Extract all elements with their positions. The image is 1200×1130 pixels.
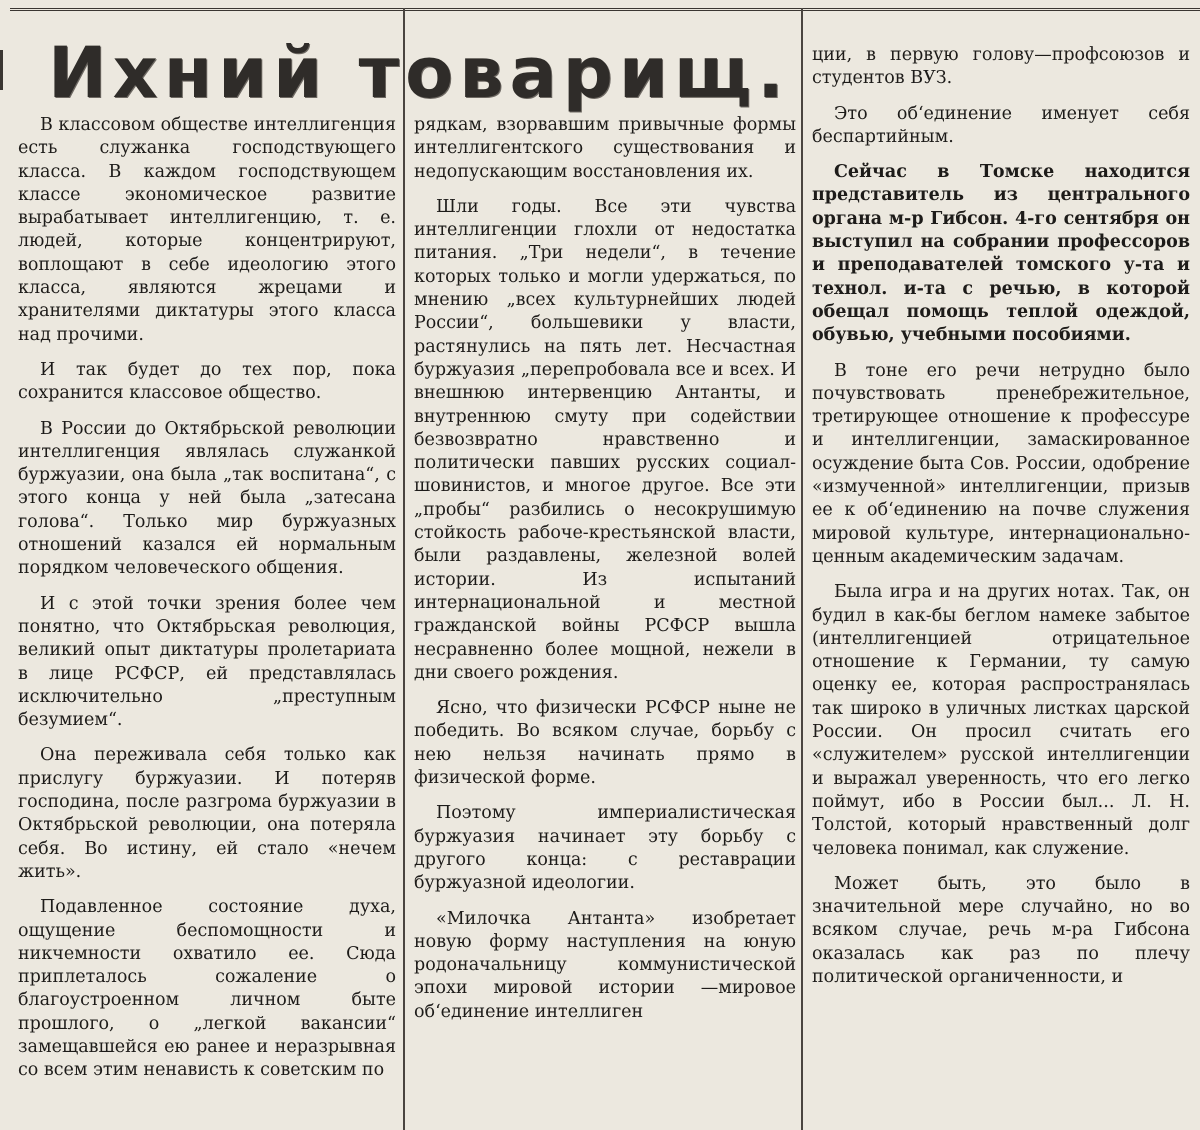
top-rule: [10, 8, 1200, 11]
paragraph: Это об‘единение именует себя беспартийным.: [812, 103, 1190, 147]
paragraph: Она переживала себя только как прислугу буржуазии. И потеряв господина, после разгрома буржуазии в Октябрьской революции, она потеряла себя. Во истину, ей стало «нечем жить».: [18, 745, 396, 882]
article-column-3: [812, 44, 1190, 1126]
paragraph: ции, в первую голову—профсоюзов и студентов ВУЗ.: [812, 45, 1190, 89]
edge-mark: [0, 50, 3, 90]
column-divider-1: [403, 8, 405, 1130]
paragraph: Подавленное состояние духа, ощущение беспомощности и никчемности охватило ее. Сюда приплеталось сожаление о благоустроенном личном быте прошлого, о „легкой вакансии“ замещавшейся ею ранее и неразрывная со всем этим ненависть к советским по: [18, 897, 396, 1081]
paragraph: Поэтому империалистическая буржуазия начинает эту борьбу с другого конца: с реставрации буржуазной идеологии.: [414, 803, 796, 894]
paragraph: И с этой точки зрения более чем понятно, что Октябрьская революция, великий опыт диктатуры пролетариата в лице РСФСР, ей представлялась исключительно „преступным безумием“.: [18, 593, 396, 731]
paragraph: Может быть, это было в значительной мере случайно, но во всяком случае, речь м-ра Гибсона оказалась как раз по плечу политической органиченности, и: [812, 873, 1190, 987]
paragraph: Сейчас в Томске находится представитель из центрального органа м-р Гибсон. 4-го сентября он выступил на собрании профессоров и преподавателей томского у-та и технол. и-та с речью, в которой обещал помощь теплой одеждой, обувью, учебными пособиями.: [812, 162, 1190, 346]
paragraph: Была игра и на других нотах. Так, он будил в как-бы беглом намеке забытое (интеллигенцией отрицательное отношение к Германии, ту самую оценку ее, которая распространялась так широко в уличных листках царской России. Он просил считать его «служителем» русской интеллигенции и выражал уверенность, что его легко поймут, ибо в России был... Л. Н. Толстой, который нравственный долг человека понимал, как служение.: [812, 582, 1190, 859]
article-column-2: [414, 114, 796, 1126]
column-divider-2: [801, 8, 803, 1130]
paragraph: В России до Октябрьской революции интеллигенция являлась служанкой буржуазии, она была „так воспитана“, с этого конца у ней была „затесана голова“. Только мир буржуазных отношений казался ей нормальным порядком человеческого общения.: [18, 418, 396, 579]
article-headline: Ихний товарищ.: [48, 32, 790, 114]
paragraph: рядкам, взорвавшим привычные формы интеллигентского существования и недопускающим восстановления их.: [414, 115, 796, 182]
paragraph: В тоне его речи нетрудно было почувствовать пренебрежительное, третирующее отношение к профессуре и интеллигенции, замаскированное осуждение быта Сов. России, одобрение «измученной» интеллигенции, призыв ее к об‘единению на почве служения мировой культуре, интернационально-ценным академическим задачам.: [812, 360, 1190, 567]
paragraph: И так будет до тех пор, пока сохранится классовое общество.: [18, 359, 396, 404]
paragraph: В классовом обществе интеллигенция есть служанка господствующего класса. В каждом господствующем классе экономическое развитие вырабатывает интеллигенцию, т. е. людей, которые концентрируют, воплощают в себе идеологию этого класса, являются жрецами и хранителями диктатуры этого класса над прочими.: [18, 115, 396, 345]
paragraph: Шли годы. Все эти чувства интеллигенции глохли от недостатка питания. „Три недели“, в течение которых только и могли удержаться, по мнению „всех культурнейших людей России“, большевики у власти, растянулись на пять лет. Несчастная буржуазия „перепробовала все и всех. И внешнюю интервенцию Антанты, и внутреннюю смуту при содействии безвозвратно нравственно и политически павших русских социал-шовинистов, и многое другое. Все эти „пробы“ разбились о несокрушимую стойкость рабоче-крестьянской власти, были раздавлены, железной волей истории. Из испытаний интернациональной и местной гражданской войны РСФСР вышла несравненно более мощной, нежели в дни своего рождения.: [414, 196, 796, 683]
article-column-1: [18, 114, 396, 1126]
paragraph: «Милочка Антанта» изобретает новую форму наступления на юную родоначальницу коммунистической эпохи мировой истории —мировое об‘единение интеллиген: [414, 908, 796, 1022]
paragraph: Ясно, что физически РСФСР ныне не победить. Во всяком случае, борьбу с нею нельзя начинать прямо в физической форме.: [414, 698, 796, 789]
